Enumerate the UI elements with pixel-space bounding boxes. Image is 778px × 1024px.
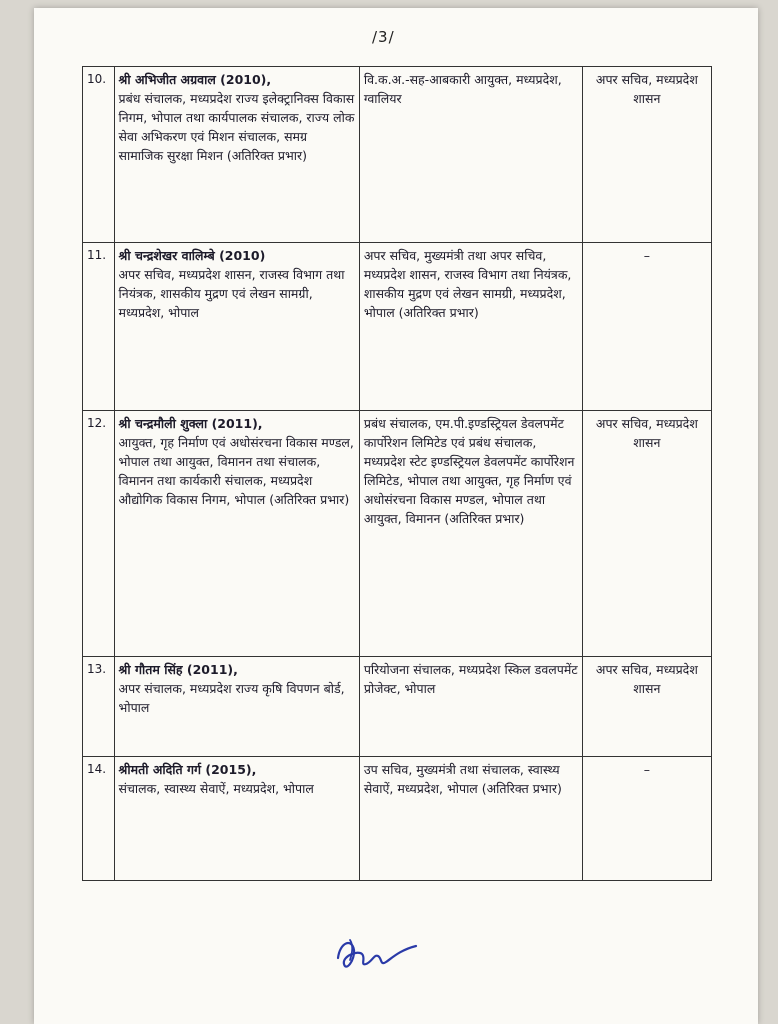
equivalent-post: अपर सचिव, मध्यप्रदेश शासन: [582, 67, 711, 243]
serial-number: 10.: [83, 67, 115, 243]
current-post-text: संचालक, स्वास्थ्य सेवाऐं, मध्यप्रदेश, भोपाल: [118, 781, 314, 796]
serial-number: 13.: [83, 657, 115, 757]
officer-current-post: [114, 757, 359, 881]
officer-name: श्री चन्द्रशेखर वालिम्बे (2010): [118, 248, 266, 263]
equivalent-post: –: [582, 243, 711, 411]
new-posting: उप सचिव, मुख्यमंत्री तथा संचालक, स्वास्थ्य सेवाऐं, मध्यप्रदेश, भोपाल (अतिरिक्त प्रभार): [359, 757, 582, 881]
new-posting: अपर सचिव, मुख्यमंत्री तथा अपर सचिव, मध्यप्रदेश शासन, राजस्व विभाग तथा नियंत्रक, शासकीय मुद्रण एवं लेखन सामग्री, मध्यप्रदेश, भोपाल (अतिरिक्त प्रभार): [359, 243, 582, 411]
officer-current-post: [114, 657, 359, 757]
document-page: [34, 8, 758, 1024]
table-row: [83, 411, 712, 657]
signature-icon: [330, 920, 420, 980]
serial-number: 11.: [83, 243, 115, 411]
officer-current-post: [114, 243, 359, 411]
officer-name: श्री चन्द्रमौली शुक्ला (2011),: [118, 416, 263, 431]
equivalent-post: –: [582, 757, 711, 881]
table-row: [83, 243, 712, 411]
officer-name: श्रीमती अदिति गर्ग (2015),: [118, 762, 257, 777]
page-number: /3/: [372, 28, 395, 46]
current-post-text: अपर संचालक, मध्यप्रदेश राज्य कृषि विपणन बोर्ड, भोपाल: [118, 681, 345, 715]
officer-name: श्री गौतम सिंह (2011),: [118, 662, 238, 677]
current-post-text: प्रबंध संचालक, मध्यप्रदेश राज्य इलेक्ट्रानिक्स विकास निगम, भोपाल तथा कार्यपालक संचालक, राज्य लोक सेवा अभिकरण एवं मिशन संचालक, समग्र सामाजिक सुरक्षा मिशन (अतिरिक्त प्रभार): [118, 91, 355, 163]
new-posting: प्रबंध संचालक, एम.पी.इण्डस्ट्रियल डेवलपमेंट कार्पोरेशन लिमिटेड एवं प्रबंध संचालक, मध्यप्रदेश स्टेट इण्डस्ट्रियल डेवलपमेंट कार्पोरेशन लिमिटेड, भोपाल तथा आयुक्त, गृह निर्माण एवं अधोसंरचना विकास मण्डल, भोपाल तथा आयुक्त, विमानन (अतिरिक्त प्रभार): [359, 411, 582, 657]
table-row: [83, 757, 712, 881]
officer-name: श्री अभिजीत अग्रवाल (2010),: [118, 72, 272, 87]
table-row: [83, 67, 712, 243]
current-post-text: अपर सचिव, मध्यप्रदेश शासन, राजस्व विभाग तथा नियंत्रक, शासकीय मुद्रण एवं लेखन सामग्री, मध्यप्रदेश, भोपाल: [118, 267, 345, 320]
officer-current-post: [114, 411, 359, 657]
serial-number: 14.: [83, 757, 115, 881]
new-posting: परियोजना संचालक, मध्यप्रदेश स्किल डवलपमेंट प्रोजेक्ट, भोपाल: [359, 657, 582, 757]
current-post-text: आयुक्त, गृह निर्माण एवं अधोसंरचना विकास मण्डल, भोपाल तथा आयुक्त, विमानन तथा संचालक, विमानन तथा कार्यकारी संचालक, मध्यप्रदेश औद्योगिक विकास निगम, भोपाल (अतिरिक्त प्रभार): [118, 435, 354, 507]
transfer-table: [82, 66, 712, 881]
new-posting: वि.क.अ.-सह-आबकारी आयुक्त, मध्यप्रदेश, ग्वालियर: [359, 67, 582, 243]
equivalent-post: अपर सचिव, मध्यप्रदेश शासन: [582, 657, 711, 757]
officer-current-post: [114, 67, 359, 243]
table-row: [83, 657, 712, 757]
serial-number: 12.: [83, 411, 115, 657]
equivalent-post: अपर सचिव, मध्यप्रदेश शासन: [582, 411, 711, 657]
